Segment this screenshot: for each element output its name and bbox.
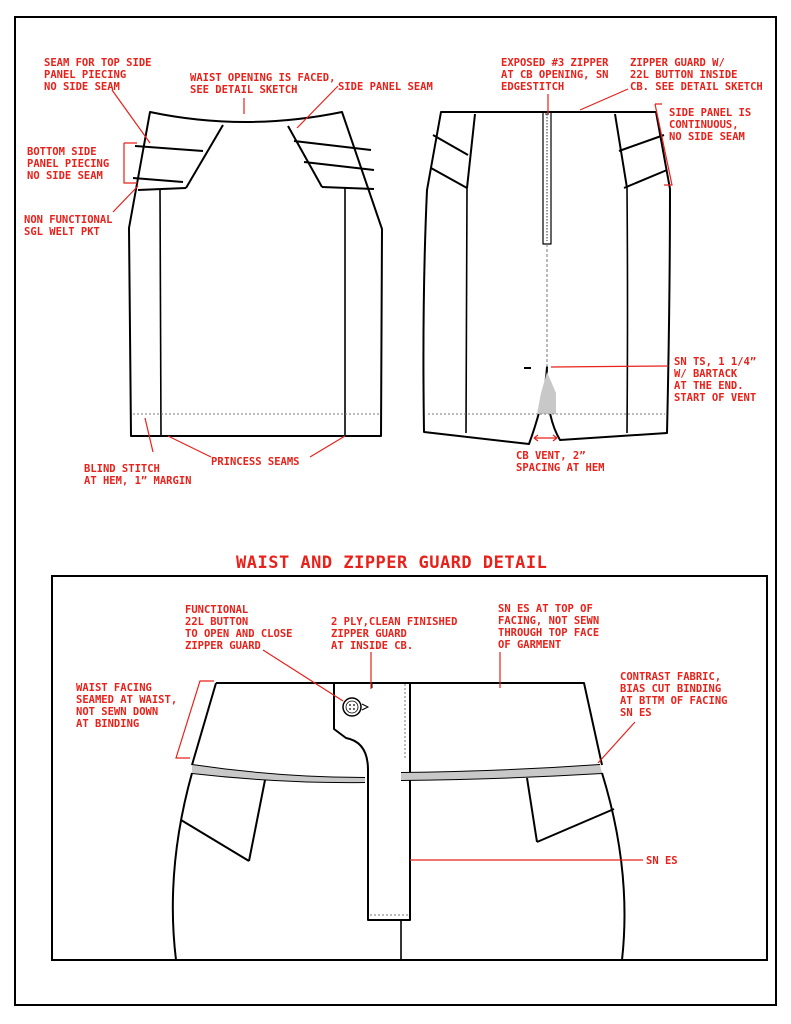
front-princess-seams-note: PRINCESS SEAMS <box>211 456 300 468</box>
detail-sn-es-top-note: SN ES AT TOP OF FACING, NOT SEWN THROUGH TOP FACE OF GARMENT <box>498 603 600 651</box>
back-leader-lines <box>534 89 672 441</box>
front-waist-opening-note: WAIST OPENING IS FACED, SEE DETAIL SKETCH <box>190 72 336 96</box>
back-zipper-teeth <box>545 114 549 241</box>
back-cb-vent-note: CB VENT, 2” SPACING AT HEM <box>516 450 605 474</box>
front-leader-lines <box>112 86 345 457</box>
back-zipper-guard-note: ZIPPER GUARD W/ 22L BUTTON INSIDE CB. SEE DETAIL SKETCH <box>630 57 763 93</box>
back-vent-start-note: SN TS, 1 1/4” W/ BARTACK AT THE END. START OF VENT <box>674 356 757 404</box>
detail-title: WAIST AND ZIPPER GUARD DETAIL <box>236 553 548 573</box>
back-vent-underlap <box>537 372 556 414</box>
detail-contrast-binding-note: CONTRAST FABRIC, BIAS CUT BINDING AT BTTM OF FACING SN ES <box>620 671 728 719</box>
detail-sn-es-note: SN ES <box>646 855 678 867</box>
front-skirt-sketch <box>129 112 382 436</box>
front-bottom-side-panel-note: BOTTOM SIDE PANEL PIECING NO SIDE SEAM <box>27 146 110 182</box>
front-blind-stitch-note: BLIND STITCH AT HEM, 1” MARGIN <box>84 463 192 487</box>
front-welt-pocket-note: NON FUNCTIONAL SGL WELT PKT <box>24 214 113 238</box>
detail-waist-facing-note: WAIST FACING SEAMED AT WAIST, NOT SEWN DOWN AT BINDING <box>76 682 178 730</box>
back-zipper-note: EXPOSED #3 ZIPPER AT CB OPENING, SN EDGESTITCH <box>501 57 609 93</box>
back-side-panel-note: SIDE PANEL IS CONTINUOUS, NO SIDE SEAM <box>669 107 752 143</box>
front-top-side-panel-note: SEAM FOR TOP SIDE PANEL PIECING NO SIDE SEAM <box>44 57 152 93</box>
detail-waist-sketch <box>173 683 625 960</box>
front-side-panel-seam-note: SIDE PANEL SEAM <box>338 81 433 93</box>
detail-guard-note: 2 PLY,CLEAN FINISHED ZIPPER GUARD AT INSIDE CB. <box>331 616 458 652</box>
detail-button-note: FUNCTIONAL 22L BUTTON TO OPEN AND CLOSE ZIPPER GUARD <box>185 604 293 652</box>
button-icon <box>343 698 368 716</box>
